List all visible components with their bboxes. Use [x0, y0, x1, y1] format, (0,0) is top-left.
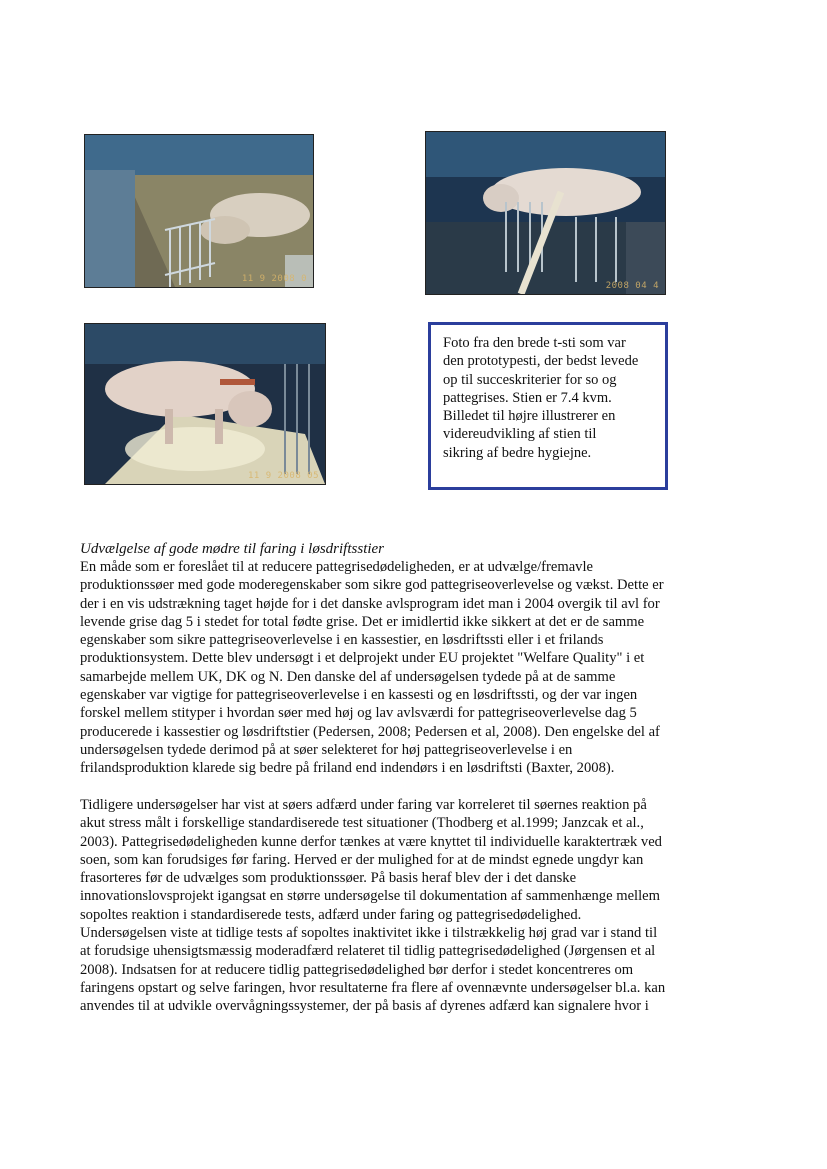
text-line: undersøgelsen tydede derimod på at søer selekteret for høj pattegriseoverlevelse i en: [80, 741, 573, 758]
text-line: 2008). Indsatsen for at reducere tidlig pattegrisedødelighed bør derfor i stedet koncentreres om: [80, 961, 634, 978]
text-line: frasorteres før de udvælges som produktionssøer. På basis heraf blev der i det danske: [80, 870, 577, 887]
text-line: innovationslovsprojekt igangsat en større undersøgelse til dokumentation af sammenhænge mellem: [80, 888, 660, 905]
text-line: sopoltes reaktion i standardiserede tests, adfærd under faring og pattegrisedødelighed.: [80, 906, 582, 923]
pen-photo-1-image: [85, 135, 313, 287]
text-line: forskel mellem stityper i hvordan søer med høj og lav avlsværdi for pattegriseoverlevelse dag 5: [80, 705, 637, 722]
photo-timestamp: 11 9 2008 05: [247, 471, 319, 481]
caption-line: den prototypesti, der bedst levede: [443, 353, 639, 370]
text-line: egenskaber var vigtige for pattegriseoverlevelse i en kassesti og en løsdriftssti, og der var ingen: [80, 687, 638, 704]
caption-line: Foto fra den brede t-sti som var: [443, 335, 626, 351]
text-line: levende grise dag 5 i stedet for total fødte grise. Det er imidlertid ikke sikkert at det er de samme: [80, 613, 645, 630]
text-line: at forudsige uhensigtsmæssig moderadfærd relateret til tidlig pattegrisedødelighed (Jørgensen et al: [80, 943, 656, 960]
pen-photo-2-image: [426, 132, 665, 294]
text-line: produktionssøer med gode moderegenskaber som sikre god pattegriseoverlevelse og vækst. Dette er: [80, 577, 664, 594]
caption-line: pattegrises. Stien er 7.4 kvm.: [443, 389, 612, 406]
caption-line: op til succeskriterier for so og: [443, 371, 617, 388]
text-line: egenskaber som sikre pattegriseoverlevelse i en kassestier, en løsdriftssti eller i et frilands: [80, 632, 604, 649]
text-line: soen, som kan forudsiges før faring. Herved er der mulighed for at de mindst egnede ungdyr kan: [80, 851, 644, 868]
text-line: Undersøgelsen viste at tidlige tests af sopoltes inaktivitet ikke i tilstrækkelig høj grad var i stand til: [80, 925, 658, 942]
pen-photo-3-image: [85, 324, 325, 484]
caption-line: sikring af bedre hygiejne.: [443, 444, 592, 461]
photo-timestamp: 2008 04 4: [605, 281, 659, 291]
text-line: Tidligere undersøgelser har vist at søers adfærd under faring var korreleret til søernes reaktion på: [80, 797, 647, 813]
text-line: der i en vis udstrækning taget højde for i det danske avlsprogram idet man i 2004 overgik til avl for: [80, 595, 660, 612]
text-line: En måde som er foreslået til at reducere pattegrisedødeligheden, er at udvælge/fremavle: [80, 559, 593, 575]
text-line: akut stress målt i forskellige standardiserede test situationer (Thodberg et al.1999; Janzcak et al.,: [80, 815, 644, 832]
caption-line: Billedet til højre illustrerer en: [443, 408, 616, 425]
text-line: samarbejde mellem UK, DK og N. Den danske del af undersøgelsen tydede på at de samme: [80, 668, 616, 685]
pen-photo-3: [84, 323, 326, 485]
pen-photo-1: [84, 134, 314, 288]
photo-caption-box: [428, 322, 668, 490]
body-paragraph-1: [80, 558, 664, 778]
caption-line: videreudvikling af stien til: [443, 426, 597, 443]
text-line: frilandsproduktion klarede sig bedre på friland end indendørs i en løsdriftsti (Baxter, 2008).: [80, 760, 615, 777]
text-line: anvendes til at udvikle overvågningssystemer, der på basis af dyrenes adfærd kan signalere hvor i: [80, 998, 649, 1015]
body-paragraph-2: [80, 796, 665, 1016]
text-line: producerede i kassestier og løsdriftstier (Pedersen, 2008; Pedersen et al, 2008). Den engelske del af: [80, 723, 660, 740]
text-line: faringens opstart og selve faringen, hvor resultaterne fra flere af ovennævnte undersøgelser bl.a. kan: [80, 979, 666, 996]
pen-photo-2: [425, 131, 666, 295]
section-heading: Udvælgelse af gode mødre til faring i løsdriftsstier: [80, 541, 385, 557]
photo-timestamp: 11 9 2008 0: [241, 274, 307, 284]
text-line: produktionsystem. Dette blev undersøgt i et delprojekt under EU projektet "Welfare Quality" i et: [80, 650, 645, 667]
text-line: 2003). Pattegrisedødeligheden kunne derfor tænkes at være knyttet til individuelle karaktertræk ved: [80, 833, 662, 850]
